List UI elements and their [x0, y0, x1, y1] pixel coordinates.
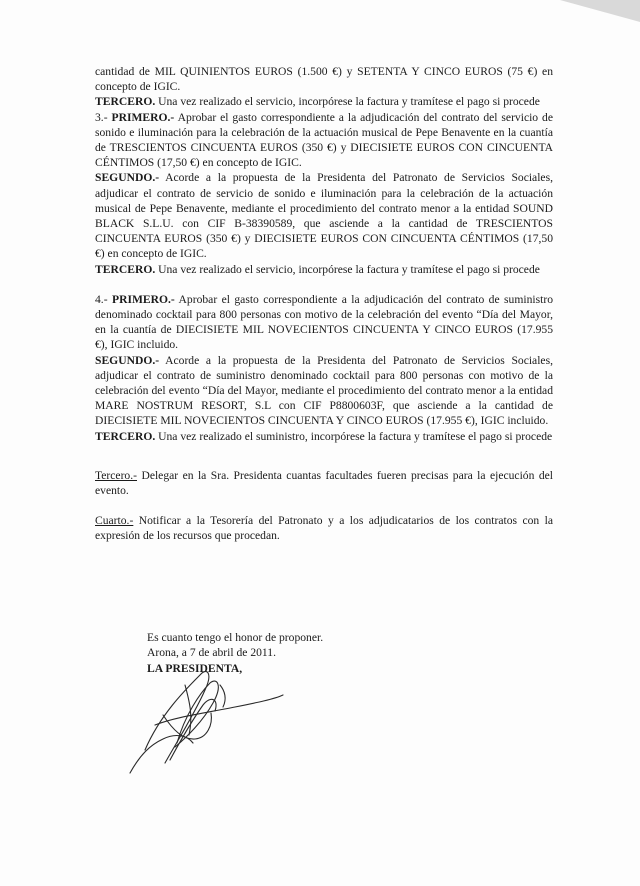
clause-label: SEGUNDO.-: [95, 353, 160, 367]
folded-corner: [560, 0, 640, 22]
paragraph-cuarto-notificar: [95, 513, 553, 543]
clause-number: 4.-: [95, 292, 112, 306]
clause-label: Tercero.-: [95, 468, 137, 482]
clause-label: TERCERO.: [95, 95, 156, 109]
clause-label: Cuarto.-: [95, 514, 134, 528]
signature-stroke: [155, 695, 283, 725]
clause-label: SEGUNDO.-: [95, 171, 160, 185]
clause-text: Una vez realizado el suministro, incorpórese la factura y tramítese el pago si procede: [155, 429, 553, 443]
signature-stroke: [130, 736, 193, 773]
signatory-title: LA PRESIDENTA,: [147, 661, 243, 675]
spacer: [95, 277, 553, 292]
clause-text: Acorde a la propuesta de la Presidenta del Patronato de Servicios Sociales, adjudicar el contrato de suministro denominado cocktail para 800 personas con motivo de la celebración del evento “Día del Mayor, mediante el procedimiento del contrato menor a la entidad MARE NOSTRUM RESORT, S.L con CIF P8800603F, que asciende a la cantidad de DIECISIETE MIL NOVECIENTOS CINCUENTA Y CINCO EUROS (17.955 €), IGIC incluido.: [95, 353, 553, 428]
paragraph-4-primero: [95, 292, 553, 353]
clause-text: Acorde a la propuesta de la Presidenta del Patronato de Servicios Sociales, adjudicar el contrato de servicio de sonido e iluminación para la celebración de la actuación musical de Pepe Benavente, mediante el procedimiento del contrato menor a la entidad SOUND BLACK S.L.U. con CIF B-38390589, que asciende a la cantidad de TRESCIENTOS CINCUENTA EUROS (350 €) y DIECISIETE EUROS CON CINCUENTA CÉNTIMOS (17,50 €) en concepto de IGIC.: [95, 171, 553, 261]
signature-stroke: [220, 685, 225, 707]
clause-text: Una vez realizado el servicio, incorpórese la factura y tramítese el pago si procede: [155, 262, 540, 276]
date-line: Arona, a 7 de abril de 2011.: [147, 646, 276, 660]
clause-text: Aprobar el gasto correspondiente a la adjudicación del contrato del servicio de sonido e iluminación para la celebración de la actuación musical de Pepe Benavente en la cuantía de TRESCIENTOS CINCUENTA EUROS (350 €) y DIECISIETE EUROS CON CINCUENTA CÉNTIMOS (17,50 €) en concepto de IGIC.: [95, 110, 553, 170]
paragraph-tercero-delegar: [95, 468, 553, 498]
paragraph-3-segundo: [95, 170, 553, 261]
signature-stroke: [145, 671, 209, 763]
closing-line: Es cuanto tengo el honor de proponer.: [147, 631, 324, 644]
spacer: [95, 498, 553, 513]
handwritten-signature: [115, 655, 285, 780]
paragraph-3-primero: [95, 110, 553, 171]
clause-text: Delegar en la Sra. Presidenta cuantas facultades fueren precisas para la ejecución del evento.: [95, 468, 553, 498]
clause-label: TERCERO.: [95, 429, 156, 443]
paragraph-continuation: cantidad de MIL QUINIENTOS EUROS (1.500 €) y SETENTA Y CINCO EUROS (75 €) en concepto de IGIC.: [95, 65, 553, 94]
clause-text: Aprobar el gasto correspondiente a la adjudicación del contrato de suministro denominado cocktail para 800 personas con motivo de la celebración del evento “Día del Mayor, en la cuantía de DIECISIETE MIL NOVECIENTOS CINCUENTA Y CINCO EUROS (17.955 €), IGIC incluido.: [95, 292, 553, 352]
clause-number: 3.-: [95, 110, 112, 124]
document-body: [95, 64, 553, 544]
clause-label: PRIMERO.-: [111, 292, 175, 306]
clause-label: TERCERO.: [95, 262, 156, 276]
paragraph-tercero-1: [95, 94, 553, 109]
clause-text: Notificar a la Tesorería del Patronato y a los adjudicatarios de los contratos con la expresión de los recursos que procedan.: [95, 514, 553, 543]
spacer: [95, 444, 553, 468]
clause-label: PRIMERO.-: [111, 110, 175, 124]
paragraph-3-tercero: [95, 262, 553, 277]
paragraph-4-segundo: [95, 353, 553, 429]
clause-text: Una vez realizado el servicio, incorpórese la factura y tramítese el pago si procede: [155, 95, 540, 109]
paragraph-4-tercero: [95, 429, 553, 444]
